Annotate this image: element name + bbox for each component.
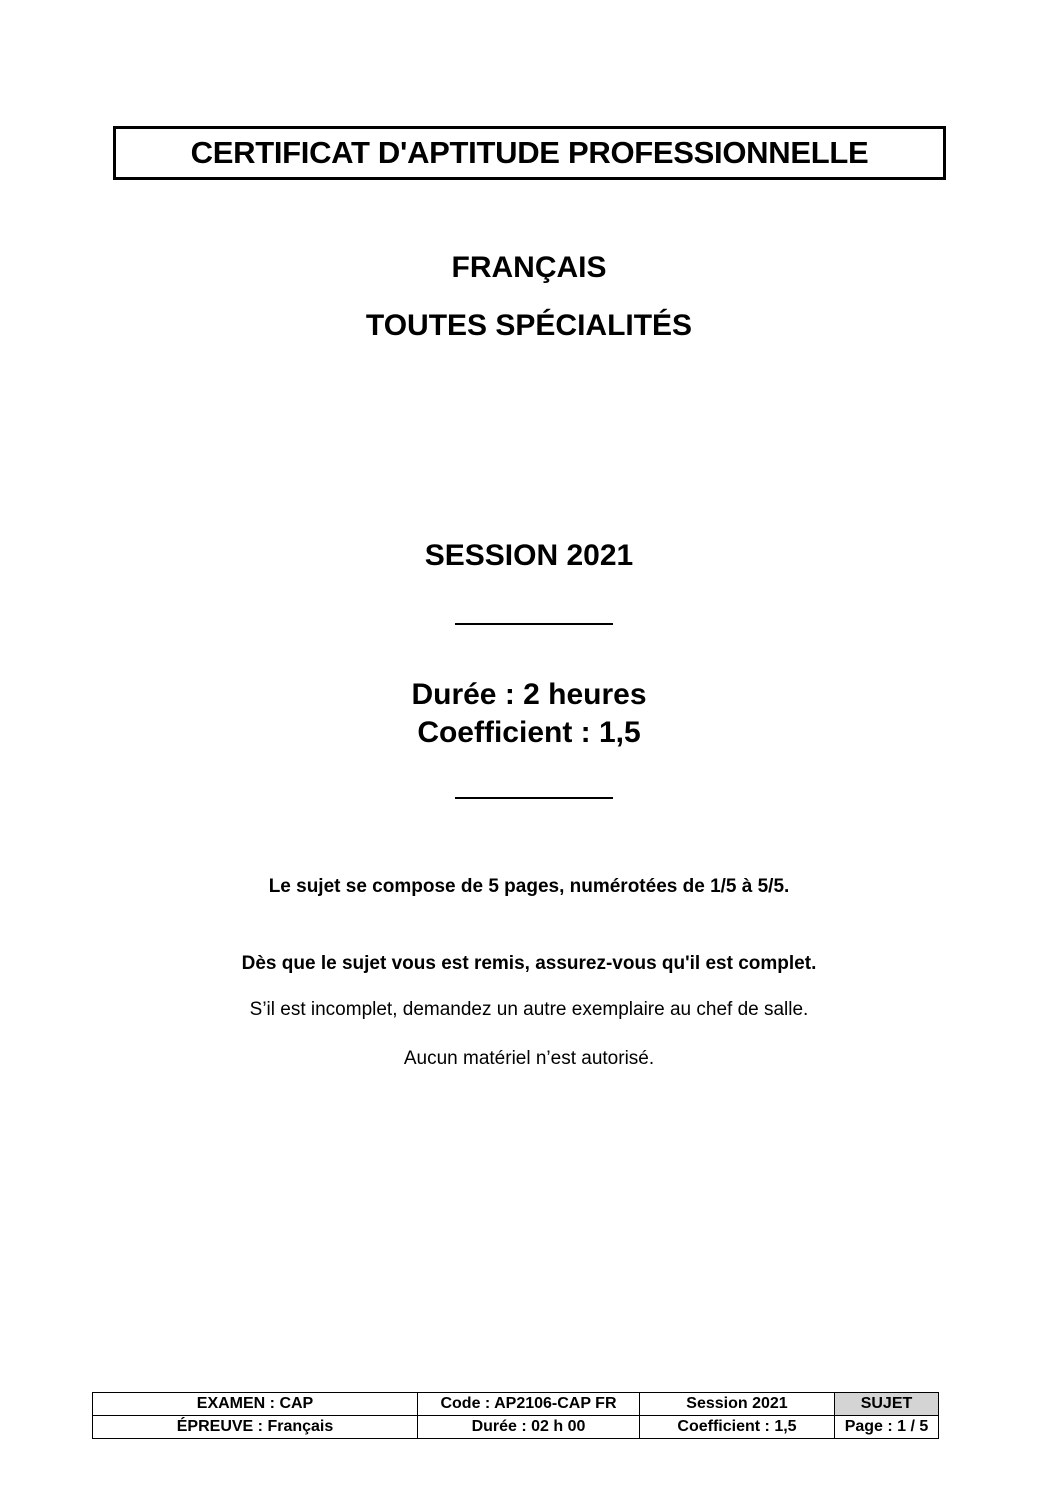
- coefficient-heading: Coefficient : 1,5: [417, 716, 641, 749]
- divider: [455, 623, 613, 625]
- footer-type-cell: SUJET: [835, 1393, 939, 1416]
- duration-heading: Durée : 2 heures: [411, 678, 647, 711]
- footer-code-cell: Code : AP2106-CAP FR: [418, 1393, 640, 1416]
- footer-row: [93, 1416, 939, 1439]
- footer-session-cell: Session 2021: [640, 1393, 835, 1416]
- footer-duree-cell: Durée : 02 h 00: [418, 1416, 640, 1439]
- notice-incomplete: S’il est incomplet, demandez un autre exemplaire au chef de salle.: [249, 999, 809, 1020]
- specialty-heading: TOUTES SPÉCIALITÉS: [365, 309, 693, 342]
- notice-page-count: Le sujet se compose de 5 pages, numérotées de 1/5 à 5/5.: [268, 876, 790, 897]
- notice-check-complete: Dès que le sujet vous est remis, assurez-vous qu'il est complet.: [241, 953, 817, 974]
- footer-table: [92, 1392, 939, 1439]
- session-heading: SESSION 2021: [424, 539, 634, 572]
- footer-exam-cell: EXAMEN : CAP: [93, 1393, 418, 1416]
- footer-page-cell: Page : 1 / 5: [835, 1416, 939, 1439]
- subject-heading: FRANÇAIS: [451, 251, 607, 284]
- footer-coefficient-cell: Coefficient : 1,5: [640, 1416, 835, 1439]
- footer-epreuve-cell: ÉPREUVE : Français: [93, 1416, 418, 1439]
- divider: [455, 797, 613, 799]
- document-title: CERTIFICAT D'APTITUDE PROFESSIONNELLE: [113, 126, 946, 180]
- footer-row: [93, 1393, 939, 1416]
- notice-no-material: Aucun matériel n’est autorisé.: [403, 1048, 655, 1069]
